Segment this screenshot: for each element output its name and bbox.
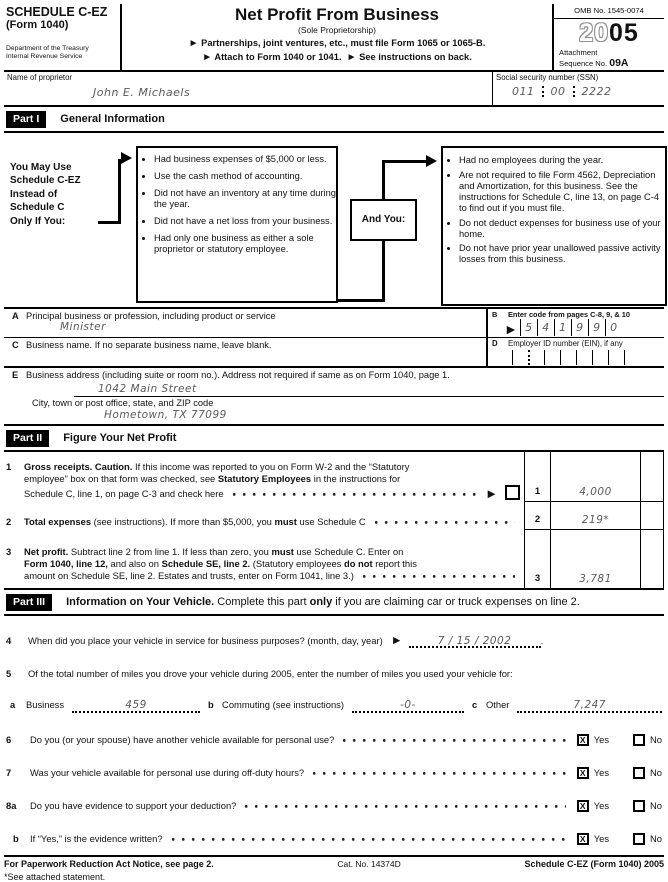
attached-statement-note: *See attached statement.	[4, 871, 106, 882]
part3-heading	[4, 590, 664, 616]
ein-cell[interactable]	[496, 350, 512, 365]
dot-leader	[244, 804, 565, 809]
line-b	[486, 309, 664, 337]
line-a-letter: A	[12, 310, 19, 321]
no-option: No	[633, 767, 662, 779]
ein-cell[interactable]	[608, 350, 624, 365]
line4-row: 4 When did you place your vehicle in service for business purposes? (month, day, year) ► 7 / 15 / 2002 .	[6, 632, 544, 647]
form-number: (Form 1040)	[6, 19, 69, 32]
line7-number: 7	[6, 767, 12, 779]
dot-leader	[232, 492, 481, 497]
line-d-letter: D	[492, 338, 498, 348]
yes-checkbox[interactable]: X	[577, 833, 589, 845]
line3-amount-field[interactable]: 3,781	[550, 530, 640, 588]
list-item: • Did not have an inventory at any time during the year.	[154, 188, 336, 210]
and-you-box: And You:	[350, 199, 417, 241]
line3-text: 3 Net profit. Subtract line 2 from line 1. If less than zero, you must use Schedule C. Enter on Form 1040, line 12, and also on Schedule SE, line 2. (Statutory employees do not report this amount on Schedule SE, line 2. Estates and trusts, enter on Form 1041, line 3.)	[4, 530, 524, 588]
schedule-name: SCHEDULE C-EZ	[6, 5, 108, 19]
list-item: • Do not have prior year unallowed passive activity losses from this business.	[459, 243, 665, 265]
list-item: • Had business expenses of $5,000 or less.	[154, 154, 336, 165]
part3-title: Information on Your Vehicle. Complete this part only if you are claiming car or truck expenses on line 2.	[66, 596, 580, 609]
dot-leader	[312, 771, 566, 776]
paperwork-notice: For Paperwork Reduction Act Notice, see page 2.	[4, 858, 214, 869]
list-item: • Use the cash method of accounting.	[154, 171, 336, 182]
you-may-use-label: You May Use Schedule C-EZ Instead of Schedule C Only If You:	[10, 161, 81, 227]
department-label: Department of the Treasury Internal Revenue Service	[6, 45, 89, 60]
ssn-field[interactable]: 011 00 2222	[512, 84, 612, 98]
other-miles-field[interactable]: 7,247	[517, 700, 662, 713]
code-digit[interactable]: 1	[554, 319, 571, 336]
business-code-field[interactable]	[504, 319, 662, 336]
form-subtitle: (Sole Proprietorship)	[298, 24, 376, 35]
yes-checkbox[interactable]: X	[577, 800, 589, 812]
form-footer	[4, 855, 664, 869]
arrow-icon: ►	[390, 632, 403, 647]
line2-text: 2 Total expenses (see instructions). If more than $5,000, you must use Schedule C	[4, 502, 524, 530]
form-id-block	[4, 4, 122, 70]
question-row	[4, 734, 664, 746]
dot-leader	[374, 520, 515, 525]
form-footer-id: Schedule C-EZ (Form 1040) 2005	[524, 858, 664, 869]
ein-cell[interactable]	[544, 350, 560, 365]
line2-amount-field[interactable]: 219*	[550, 502, 640, 530]
line-d-label: Employer ID number (EIN), if any	[508, 338, 623, 348]
line2-cents-cell	[640, 502, 664, 530]
arrowhead-icon	[426, 155, 437, 167]
ssn-separator	[542, 86, 544, 97]
line4-label: When did you place your vehicle in service for business purposes? (month, day, year)	[28, 634, 383, 646]
question-text: Do you (or your spouse) have another vehicle available for personal use?	[30, 734, 335, 746]
part1-diagram	[4, 133, 664, 309]
header-instruction-2: ► Attach to Form 1040 or 1041. ► See instructions on back.	[202, 51, 472, 63]
right-conditions-list	[443, 155, 665, 266]
ein-field[interactable]	[496, 350, 662, 365]
omb-year-block	[552, 4, 664, 70]
ein-cell[interactable]	[512, 350, 528, 365]
ein-cell[interactable]	[560, 350, 576, 365]
line5a-letter: a	[10, 699, 16, 711]
no-option: No	[633, 800, 662, 812]
dot-leader	[171, 837, 566, 842]
line-b-label: Enter code from pages C-8, 9, & 10	[508, 309, 630, 319]
principal-business-field[interactable]: Minister	[60, 320, 106, 333]
vehicle-service-date-field[interactable]: 7 / 15 / 2002	[409, 636, 541, 649]
line-e-label: Business address (including suite or room no.). Address not required if same as on Form 1040, page 1.	[26, 369, 450, 380]
line8b-number: b	[13, 833, 19, 845]
line5a-label: Business	[26, 699, 65, 711]
code-digit[interactable]: 4	[537, 319, 554, 336]
arrow-icon: ►	[485, 485, 498, 501]
line5-abc-row	[4, 699, 664, 713]
list-item: • Had no employees during the year.	[459, 155, 665, 166]
yes-option: X Yes	[577, 800, 609, 812]
yes-checkbox[interactable]: X	[577, 734, 589, 746]
proprietor-label: Name of proprietor	[7, 72, 73, 82]
part1-title: General Information	[60, 113, 165, 126]
part2-heading	[4, 426, 664, 452]
line2-number: 2	[6, 515, 12, 527]
line5c-label: Other	[485, 699, 510, 711]
line5b-label: Commuting (see instructions)	[222, 699, 344, 711]
no-checkbox[interactable]	[633, 833, 645, 845]
no-checkbox[interactable]	[633, 767, 645, 779]
line5c-letter: c	[471, 699, 478, 711]
form-header	[4, 4, 664, 72]
line3-number-cell: 3	[524, 530, 550, 588]
line-e-letter: E	[12, 369, 19, 380]
row-a-b	[4, 309, 664, 338]
line-a-label: Principal business or profession, including product or service	[26, 310, 276, 321]
connector-line	[382, 241, 385, 302]
question-text: Was your vehicle available for personal use during off-duty hours?	[30, 767, 305, 779]
yes-option: X Yes	[577, 833, 609, 845]
row-c-d	[4, 338, 664, 368]
list-item: • Had only one business as either a sole proprietor or statutory employee.	[154, 233, 336, 255]
code-digit[interactable]: 9	[571, 319, 588, 336]
line3-cents-cell	[640, 530, 664, 588]
city-field[interactable]: Hometown, TX 77099	[104, 408, 227, 421]
part2-title: Figure Your Net Profit	[63, 432, 177, 445]
connector-line	[382, 160, 385, 199]
ein-cell[interactable]	[592, 350, 608, 365]
connector-line	[118, 159, 121, 224]
commuting-miles-field[interactable]: -0-	[352, 700, 464, 713]
arrow-icon: ►	[202, 51, 213, 63]
line-a	[4, 309, 486, 337]
connector-line	[382, 160, 428, 163]
arrow-icon: ►	[188, 37, 199, 49]
no-checkbox[interactable]	[633, 800, 645, 812]
code-digit[interactable]: 5	[520, 319, 537, 336]
line-d	[486, 338, 664, 366]
proprietor-cell	[4, 72, 492, 105]
line1-amount-field[interactable]: 4,000	[550, 452, 640, 502]
line6-number: 6	[6, 734, 12, 746]
line5-row	[4, 668, 664, 679]
dot-leader	[362, 574, 515, 579]
ssn-separator	[573, 86, 575, 97]
part3-badge: Part III	[6, 594, 52, 611]
catalog-number: Cat. No. 14374D	[337, 858, 401, 869]
line-c-letter: C	[12, 339, 19, 350]
omb-number: OMB No. 1545-0074	[554, 4, 664, 19]
connector-line	[338, 299, 385, 302]
line5-label: Of the total number of miles you drove your vehicle during 2005, enter the number of miles you used your vehicle for:	[28, 668, 513, 680]
line5b-letter: b	[208, 699, 214, 711]
proprietor-name-field[interactable]: John E. Michaels	[93, 85, 191, 99]
line8a-number: 8a	[6, 800, 17, 812]
question-text: If “Yes,” is the evidence written?	[30, 833, 163, 845]
row-e	[4, 368, 664, 426]
line-c-label: Business name. If no separate business name, leave blank.	[26, 339, 272, 350]
line1-cents-cell	[640, 452, 664, 502]
line1-number-cell: 1	[524, 452, 550, 502]
no-option: No	[633, 734, 662, 746]
proprietor-row	[4, 72, 664, 107]
header-instruction-1: ► Partnerships, joint ventures, etc., must file Form 1065 or 1065-B.	[188, 37, 486, 49]
list-item: • Are not required to file Form 4562, Depreciation and Amortization, for this business. See the instructions for Schedule C, line 13, on page C-4 to find out if you must file.	[459, 170, 665, 214]
ssn-cell	[492, 72, 664, 105]
yes-option: X Yes	[577, 734, 609, 746]
line-b-letter: B	[492, 309, 498, 319]
ein-cell[interactable]	[624, 350, 640, 365]
question-row	[4, 767, 664, 779]
yes-option: X Yes	[577, 767, 609, 779]
arrowhead-icon	[121, 152, 132, 164]
form-title: Net Profit From Business	[234, 5, 440, 24]
yes-checkbox[interactable]: X	[577, 767, 589, 779]
line-c	[4, 338, 486, 366]
question-row	[4, 800, 664, 812]
line5-number: 5	[6, 668, 12, 680]
left-conditions-box	[136, 146, 338, 303]
ein-cell[interactable]	[576, 350, 592, 365]
question-row	[4, 833, 664, 845]
code-digit[interactable]: 9	[588, 319, 605, 336]
city-label: City, town or post office, state, and ZIP code	[32, 397, 214, 408]
dot-leader	[342, 738, 565, 743]
attachment-sequence: Attachment Sequence No. 09A	[559, 48, 629, 70]
left-conditions-list	[138, 154, 336, 255]
line2-number-cell: 2	[524, 502, 550, 530]
line1-text: 1 Gross receipts. Caution. If this income was reported to you on Form W-2 and the “Statutory employee” box on that form was checked, see Statutory Employees in the instructions for Schedule C, line 1, on page C-3 and check here ►	[4, 452, 524, 502]
ssn-label: Social security number (SSN)	[496, 72, 599, 82]
part1-badge: Part I	[6, 111, 46, 128]
business-miles-field[interactable]: 459	[72, 700, 200, 713]
code-digit[interactable]: 0	[605, 319, 622, 336]
list-item: • Did not have a net loss from your business.	[154, 216, 336, 227]
arrow-icon: ►	[346, 51, 357, 63]
line4-number: 4	[6, 634, 12, 646]
no-option: No	[633, 833, 662, 845]
part1-heading	[4, 107, 664, 133]
right-conditions-box	[441, 146, 667, 306]
no-checkbox[interactable]	[633, 734, 645, 746]
form-title-block	[122, 4, 552, 70]
part2-badge: Part II	[6, 430, 49, 447]
ein-cell[interactable]	[528, 350, 544, 365]
line1-number: 1	[6, 460, 12, 472]
tax-year: 2005	[579, 19, 639, 47]
arrow-icon: ►	[504, 320, 518, 337]
list-item: • Do not deduct expenses for business use of your home.	[459, 218, 665, 240]
business-address-field[interactable]: 1042 Main Street	[98, 382, 197, 395]
line3-number: 3	[6, 545, 12, 557]
statutory-employee-checkbox[interactable]	[505, 485, 520, 500]
part2-table	[4, 452, 664, 590]
question-text: Do you have evidence to support your deduction?	[30, 800, 237, 812]
